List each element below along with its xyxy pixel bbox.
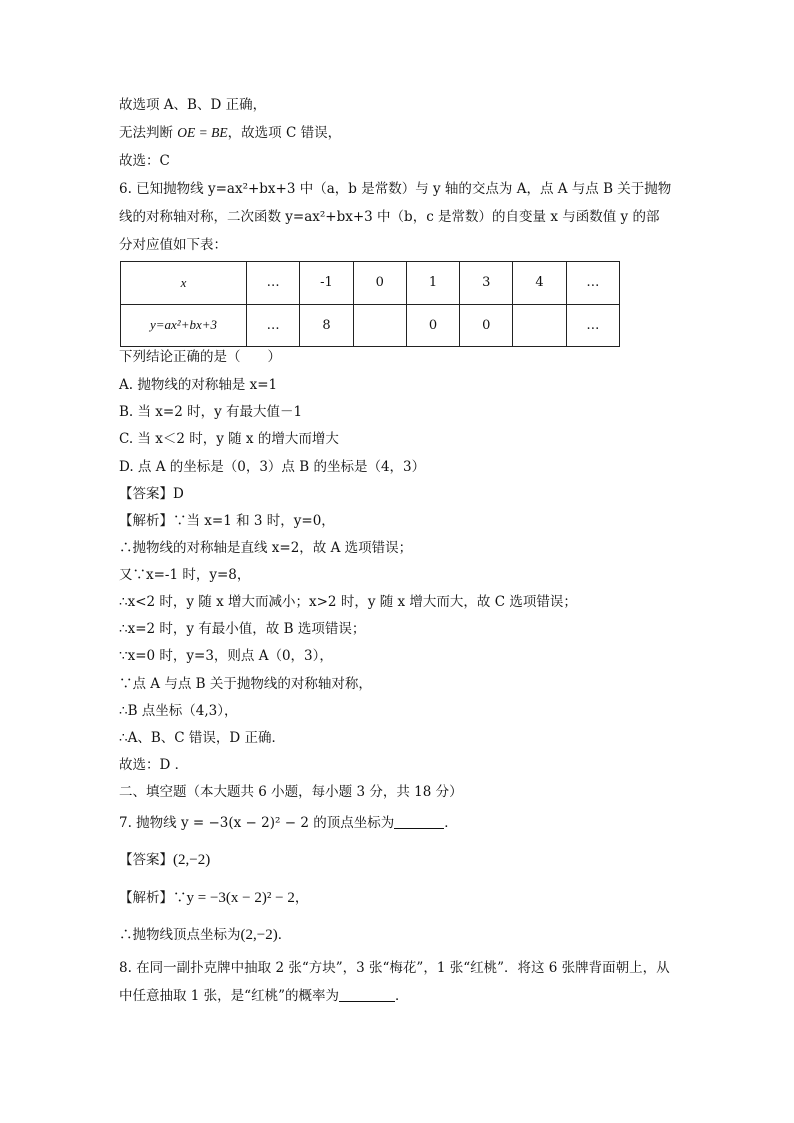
question-6-line: 线的对称轴对称，二次函数 y=ax²+bx+3 中（b，c 是常数）的自变量 x 与函数值 y 的部 [119, 209, 660, 225]
analysis-line: 故选：D ． [119, 757, 189, 773]
option-c: C. 当 x＜2 时，y 随 x 的增大而增大 [119, 431, 339, 447]
table-row [121, 262, 620, 305]
table-cell: 8 [300, 304, 353, 347]
analysis-line: ∵x=0 时，y=3，则点 A（0，3）， [119, 648, 333, 664]
option-b: B. 当 x=2 时，y 有最大值－1 [119, 404, 303, 420]
analysis-line: ∴抛物线的对称轴是直线 x=2，故 A 选项错误； [119, 540, 413, 556]
table-cell: 3 [460, 262, 513, 305]
table-cell: … [247, 262, 300, 305]
analysis-line: ∴B 点坐标（4,3）， [119, 703, 238, 719]
table-cell: 4 [513, 262, 566, 305]
answer-line: 【答案】(2,−2) [119, 852, 211, 868]
section-heading: 二、填空题（本大题共 6 小题，每小题 3 分，共 18 分） [119, 784, 463, 800]
table-cell: 1 [406, 262, 459, 305]
analysis-line: ∵点 A 与点 B 关于抛物线的对称轴对称， [119, 676, 372, 692]
analysis-line: ∴抛物线顶点坐标为(2,−2)． [119, 927, 292, 943]
table-cell: y=ax²+bx+3 [121, 304, 247, 347]
table-cell: 0 [353, 262, 406, 305]
question-6-line: 分对应值如下表： [119, 237, 227, 253]
answer-blank [339, 988, 395, 1002]
analysis-line: 【解析】∵当 x=1 和 3 时，y=0， [119, 513, 335, 529]
answer-blank [394, 815, 444, 829]
question-6-line: 6. 已知抛物线 y=ax²+bx+3 中（a，b 是常数）与 y 轴的交点为 A，点 A 与点 B 关于抛物 [119, 181, 672, 197]
table-cell: … [566, 262, 619, 305]
analysis-line: ∴x=2 时，y 有最小值，故 B 选项错误； [119, 621, 366, 637]
table-cell: -1 [300, 262, 353, 305]
analysis-line: 【解析】∵y = −3(x − 2)² − 2， [119, 890, 309, 906]
table-cell: x [121, 262, 247, 305]
text-line: 无法判断 OE = BE，故选项 C 错误， [119, 125, 342, 141]
analysis-line: 又∵x=-1 时，y=8， [119, 567, 251, 583]
table-cell: … [566, 304, 619, 347]
math-expression: y = −3(x − 2)² − 2 [186, 890, 295, 906]
math-expression: (2,−2) [173, 852, 211, 868]
analysis-line: ∴A、B、C 错误，D 正确． [119, 730, 285, 746]
text-line: 故选：C [119, 153, 170, 169]
table-cell: 0 [406, 304, 459, 347]
table-cell: 0 [460, 304, 513, 347]
table-row [121, 304, 620, 347]
answer-line: 【答案】D [119, 486, 184, 502]
option-d: D. 点 A 的坐标是（0，3）点 B 的坐标是（4，3） [119, 459, 426, 475]
question-prompt: 下列结论正确的是（ ） [119, 349, 281, 365]
math-expression: (2,−2) [240, 927, 278, 943]
analysis-line: ∴x<2 时，y 随 x 增大而减小；x>2 时，y 随 x 增大而大，故 C 选项错误； [119, 594, 577, 610]
text-line: 故选项 A、B、D 正确， [119, 97, 267, 113]
table-cell [353, 304, 406, 347]
table-cell: … [247, 304, 300, 347]
value-table [120, 261, 620, 347]
question-7: 7. 抛物线 y = −3(x − 2)² − 2 的顶点坐标为 ． [119, 815, 458, 831]
option-a: A. 抛物线的对称轴是 x=1 [119, 377, 278, 393]
table-cell [513, 304, 566, 347]
question-8-line: 8. 在同一副扑克牌中抽取 2 张“方块”，3 张“梅花”，1 张“红桃”．将这 6 张牌背面朝上，从 [119, 960, 670, 976]
math-expression: OE = BE [177, 125, 228, 140]
question-8-line: 中任意抽取 1 张，是“红桃”的概率为 ． [119, 988, 409, 1004]
